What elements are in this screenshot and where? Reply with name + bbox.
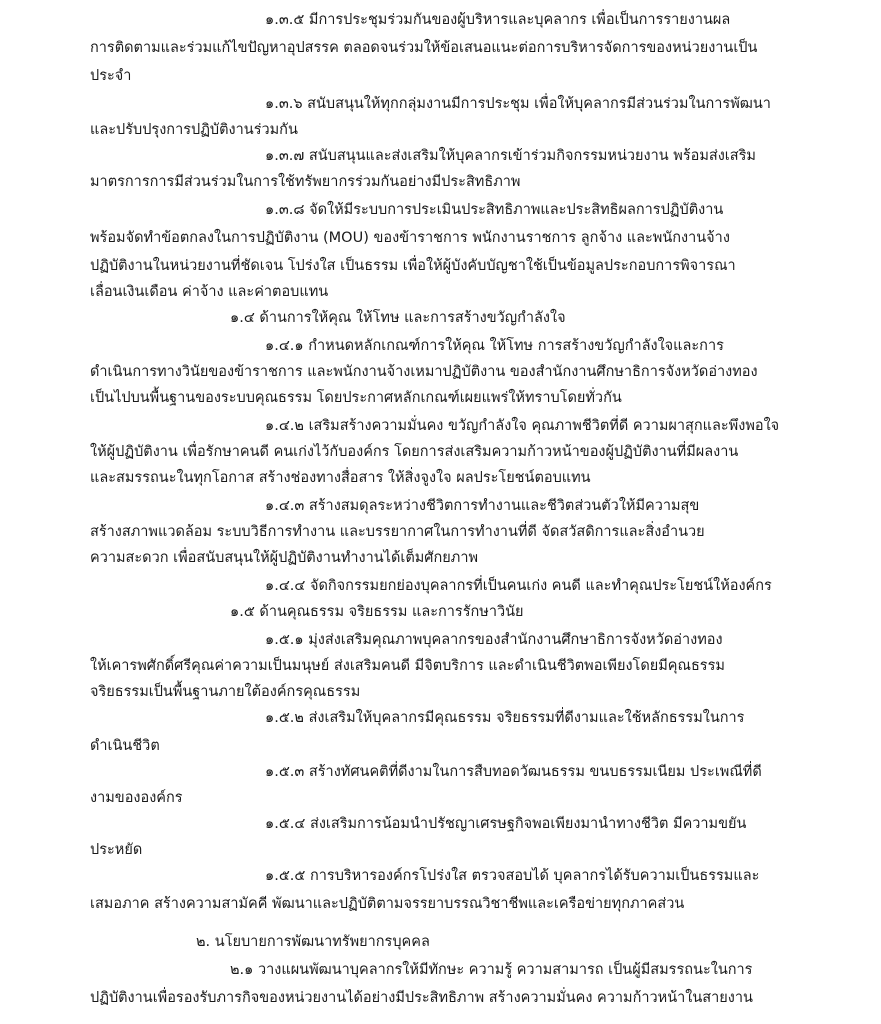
paragraph-1-5-4-line-1: ๑.๕.๔ ส่งเสริมการน้อมนำปรัชญาเศรษฐกิจพอเพียงมานำทางชีวิต มีความขยัน <box>265 816 747 832</box>
paragraph-1-3-8-line-1: ๑.๓.๘ จัดให้มีระบบการประเมินประสิทธิภาพและประสิทธิผลการปฏิบัติงาน <box>265 202 724 218</box>
paragraph-1-3-5-line-3: ประจำ <box>90 68 132 84</box>
paragraph-1-4-2-line-2: ให้ผู้ปฏิบัติงาน เพื่อรักษาคนดี คนเก่งไว้กับองค์กร โดยการส่งเสริมความก้าวหน้าของผู้ปฏิบัติงานที่มีผลงาน <box>90 444 739 460</box>
paragraph-1-5-5-line-2: เสมอภาค สร้างความสามัคคี พัฒนาและปฏิบัติตามจรรยาบรรณวิชาชีพและเครือข่ายทุกภาคส่วน <box>90 896 685 912</box>
paragraph-1-5-1-line-2: ให้เคารพศักดิ์ศรีคุณค่าความเป็นมนุษย์ ส่งเสริมคนดี มีจิตบริการ และดำเนินชีวิตพอเพียงโดยมีคุณธรรม <box>90 658 725 674</box>
paragraph-1-4-1-line-3: เป็นไปบนพื้นฐานของระบบคุณธรรม โดยประกาศหลักเกณฑ์เผยแพร่ให้ทราบโดยทั่วกัน <box>90 390 622 406</box>
paragraph-1-5-2-line-1: ๑.๕.๒ ส่งเสริมให้บุคลากรมีคุณธรรม จริยธรรมที่ดีงามและใช้หลักธรรมในการ <box>265 710 745 726</box>
paragraph-1-4-1-line-2: ดำเนินการทางวินัยของข้าราชการ และพนักงานจ้างเหมาปฏิบัติงาน ของสำนักงานศึกษาธิการจังหวัดอ่างทอง <box>90 364 758 380</box>
paragraph-1-4-2-line-1: ๑.๔.๒ เสริมสร้างความมั่นคง ขวัญกำลังใจ คุณภาพชีวิตที่ดี ความผาสุกและพึงพอใจ <box>265 418 780 434</box>
paragraph-1-5-4-line-2: ประหยัด <box>90 842 143 858</box>
paragraph-1-3-8-line-4: เลื่อนเงินเดือน ค่าจ้าง และค่าตอบแทน <box>90 284 329 300</box>
paragraph-1-3-5-line-1: ๑.๓.๕ มีการประชุมร่วมกันของผู้บริหารและบุคลากร เพื่อเป็นการรายงานผล <box>265 12 731 28</box>
paragraph-1-5-2-line-2: ดำเนินชีวิต <box>90 738 160 754</box>
paragraph-1-3-7-line-2: มาตรการการมีส่วนร่วมในการใช้ทรัพยากรร่วมกันอย่างมีประสิทธิภาพ <box>90 174 521 190</box>
paragraph-2-1-line-2: ปฏิบัติงานเพื่อรองรับภารกิจของหน่วยงานได้อย่างมีประสิทธิภาพ สร้างความมั่นคง ความก้าวหน้าในสายงาน <box>90 990 753 1006</box>
paragraph-1-4-3-line-3: ความสะดวก เพื่อสนับสนุนให้ผู้ปฏิบัติงานทำงานได้เต็มศักยภาพ <box>90 550 479 566</box>
paragraph-1-4-3-line-1: ๑.๔.๓ สร้างสมดุลระหว่างชีวิตการทำงานและชีวิตส่วนตัวให้มีความสุข <box>265 498 700 514</box>
paragraph-1-5-5-line-1: ๑.๕.๕ การบริหารองค์กรโปร่งใส ตรวจสอบได้ บุคลากรได้รับความเป็นธรรมและ <box>265 868 760 884</box>
paragraph-1-4-3-line-2: สร้างสภาพแวดล้อม ระบบวิธีการทำงาน และบรรยากาศในการทำงานที่ดี จัดสวัสดิการและสิ่งอำนวย <box>90 524 705 540</box>
paragraph-1-4-1-line-1: ๑.๔.๑ กำหนดหลักเกณฑ์การให้คุณ ให้โทษ การสร้างขวัญกำลังใจและการ <box>265 338 724 354</box>
paragraph-1-5-1-line-1: ๑.๕.๑ มุ่งส่งเสริมคุณภาพบุคลากรของสำนักงานศึกษาธิการจังหวัดอ่างทอง <box>265 632 723 648</box>
paragraph-1-3-8-line-2: พร้อมจัดทำข้อตกลงในการปฏิบัติงาน (MOU) ของข้าราชการ พนักงานราชการ ลูกจ้าง และพนักงานจ้าง <box>90 230 730 246</box>
paragraph-2-1-line-1: ๒.๑ วางแผนพัฒนาบุคลากรให้มีทักษะ ความรู้ ความสามารถ เป็นผู้มีสมรรถนะในการ <box>230 962 753 978</box>
paragraph-1-3-5-line-2: การติดตามและร่วมแก้ไขปัญหาอุปสรรค ตลอดจนร่วมให้ข้อเสนอแนะต่อการบริหารจัดการของหน่วยงานเป็น <box>90 40 758 56</box>
paragraph-1-5-3-line-2: งามขององค์กร <box>90 790 183 806</box>
paragraph-1-3-8-line-3: ปฏิบัติงานในหน่วยงานที่ชัดเจน โปร่งใส เป็นธรรม เพื่อให้ผู้บังคับบัญชาใช้เป็นข้อมูลประกอบการพิจารณา <box>90 258 736 274</box>
section-heading-1-5: ๑.๕ ด้านคุณธรรม จริยธรรม และการรักษาวินัย <box>230 604 524 620</box>
paragraph-1-3-6-line-1: ๑.๓.๖ สนับสนุนให้ทุกกลุ่มงานมีการประชุม เพื่อให้บุคลากรมีส่วนร่วมในการพัฒนา <box>265 96 771 112</box>
section-heading-2: ๒. นโยบายการพัฒนาทรัพยากรบุคคล <box>196 934 430 950</box>
paragraph-1-5-1-line-3: จริยธรรมเป็นพื้นฐานภายใต้องค์กรคุณธรรม <box>90 684 361 700</box>
paragraph-1-3-7-line-1: ๑.๓.๗ สนับสนุนและส่งเสริมให้บุคลากรเข้าร่วมกิจกรรมหน่วยงาน พร้อมส่งเสริม <box>265 148 756 164</box>
section-heading-1-4: ๑.๔ ด้านการให้คุณ ให้โทษ และการสร้างขวัญกำลังใจ <box>230 310 566 326</box>
paragraph-1-4-2-line-3: และสมรรถนะในทุกโอกาส สร้างช่องทางสื่อสาร ให้สิ่งจูงใจ ผลประโยชน์ตอบแทน <box>90 470 591 486</box>
paragraph-1-5-3-line-1: ๑.๕.๓ สร้างทัศนคติที่ดีงามในการสืบทอดวัฒนธรรม ขนบธรรมเนียม ประเพณีที่ดี <box>265 764 762 780</box>
paragraph-1-3-6-line-2: และปรับปรุงการปฏิบัติงานร่วมกัน <box>90 122 298 138</box>
paragraph-1-4-4-line-1: ๑.๔.๔ จัดกิจกรรมยกย่องบุคลากรที่เป็นคนเก่ง คนดี และทำคุณประโยชน์ให้องค์กร <box>265 578 772 594</box>
